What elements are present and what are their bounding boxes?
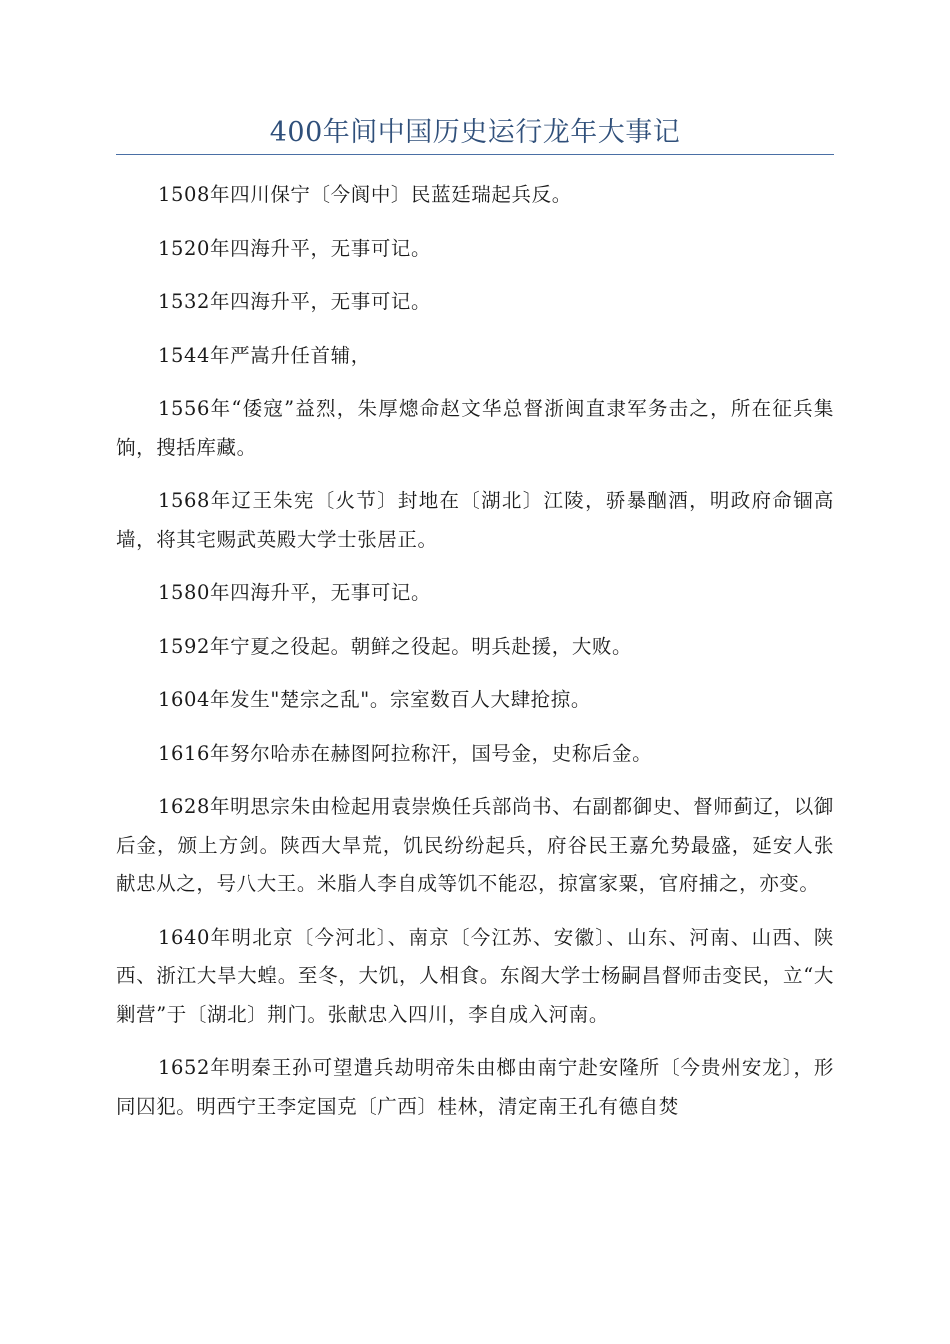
paragraph-1532: 1532年四海升平，无事可记。 — [158, 290, 432, 313]
paragraph-1616: 1616年努尔哈赤在赫图阿拉称汗，国号金，史称后金。 — [158, 741, 653, 765]
paragraph-1604: 1604年发生"楚宗之乱"。宗室数百人大肆抢掠。 — [158, 688, 591, 711]
document-body — [116, 176, 834, 1141]
paragraph-1520: 1520年四海升平，无事可记。 — [158, 236, 432, 260]
title-underline — [116, 154, 834, 155]
paragraph-1592: 1592年宁夏之役起。朝鲜之役起。明兵赴援，大败。 — [158, 634, 633, 658]
paragraph-1640: 1640年明北京〔今河北〕、南京〔今江苏、安徽〕、山东、河南、山西、陕西、浙江大旱大蝗。至冬，大饥，人相食。东阁大学士杨嗣昌督师击变民，立“大剿营”于〔湖北〕荆门。张献忠入四川，李自成入河南。 — [116, 925, 834, 1026]
paragraph-1556: 1556年“倭寇”益烈，朱厚熜命赵文华总督浙闽直隶军务击之，所在征兵集饷，搜括库藏。 — [116, 397, 834, 459]
paragraph-1652: 1652年明秦王孙可望遣兵劫明帝朱由榔由南宁赴安隆所〔今贵州安龙〕，形同囚犯。明西宁王李定国克〔广西〕桂林，清定南王孔有德自焚 — [116, 1056, 834, 1118]
paragraph-1508: 1508年四川保宁〔今阆中〕民蓝廷瑞起兵反。 — [158, 183, 572, 206]
document-title: 400年间中国历史运行龙年大事记 — [269, 117, 681, 148]
paragraph-1580: 1580年四海升平，无事可记。 — [158, 581, 432, 604]
paragraph-1544: 1544年严嵩升任首辅， — [158, 343, 371, 367]
paragraph-1628: 1628年明思宗朱由检起用袁崇焕任兵部尚书、右副都御史、督师蓟辽，以御后金，颁上方剑。陕西大旱荒，饥民纷纷起兵，府谷民王嘉允势最盛，延安人张献忠从之，号八大王。米脂人李自成等饥不能忍，掠富家粟，官府捕之，亦变。 — [116, 795, 834, 895]
paragraph-1568: 1568年辽王朱宪〔火节〕封地在〔湖北〕江陵，骄暴酗酒，明政府命锢高墙，将其宅赐武英殿大学士张居正。 — [116, 489, 834, 551]
